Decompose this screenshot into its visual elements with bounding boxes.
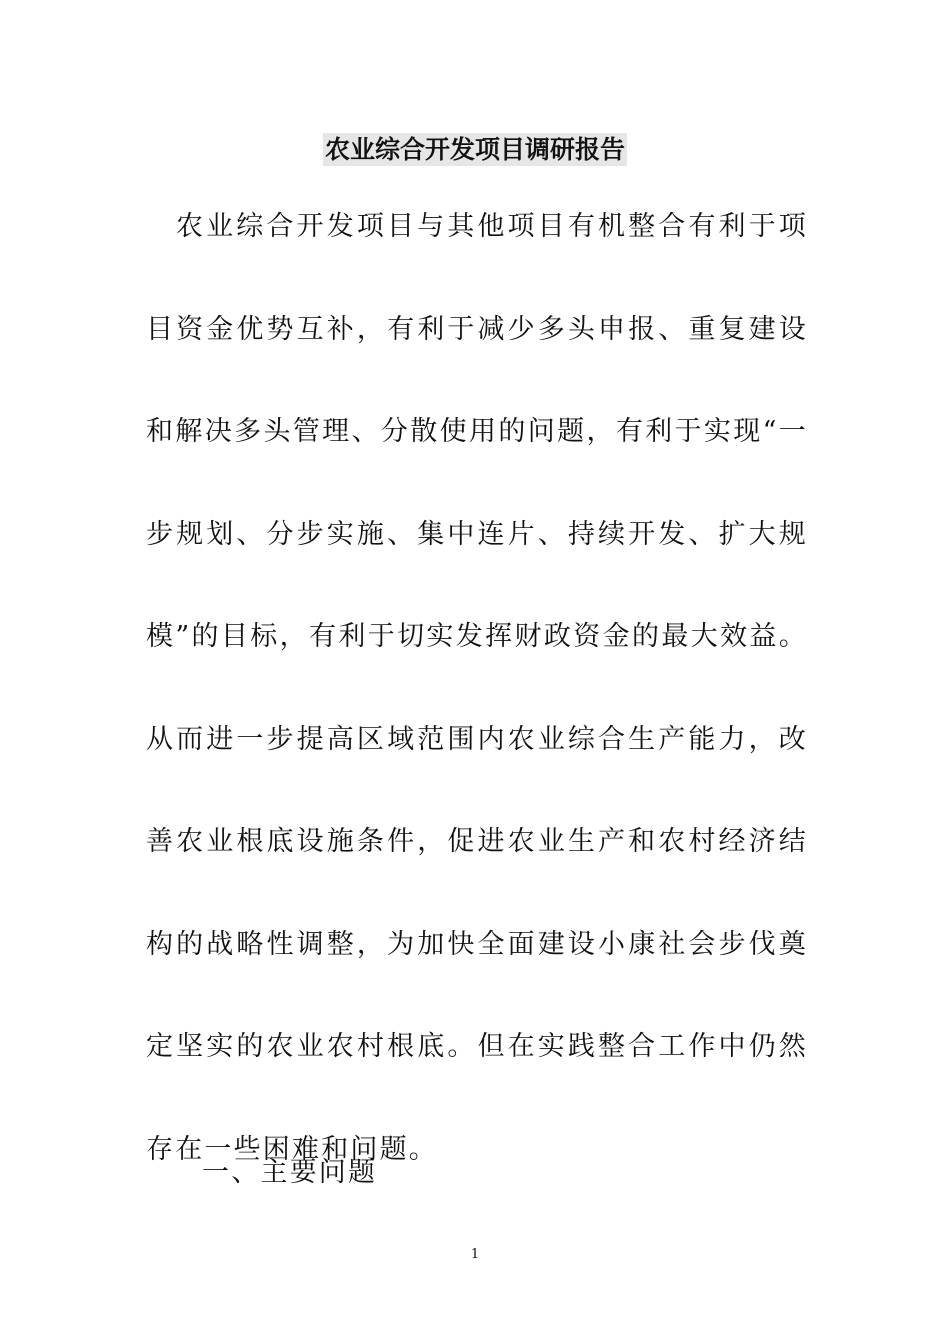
document-title-text: 农业综合开发项目调研报告 xyxy=(324,135,625,164)
document-title xyxy=(0,131,950,169)
section-heading: 一、主要问题 xyxy=(202,1157,378,1188)
page-number: 1 xyxy=(470,1247,480,1262)
body-paragraph: 农业综合开发项目与其他项目有机整合有利于项目资金优势互补，有利于减少多头申报、重复建设和解决多头管理、分散使用的问题，有利于实现“一步规划、分步实施、集中连片、持续开发、扩大规模”的目标，有利于切实发挥财政资金的最大效益。从而进一步提高区域范围内农业综合生产能力，改善农业根底设施条件，促进农业生产和农村经济结构的战略性调整，为加快全面建设小康社会步伐奠定坚实的农业农村根底。但在实践整合工作中仍然存在一些困难和问题。 xyxy=(146,211,808,1165)
